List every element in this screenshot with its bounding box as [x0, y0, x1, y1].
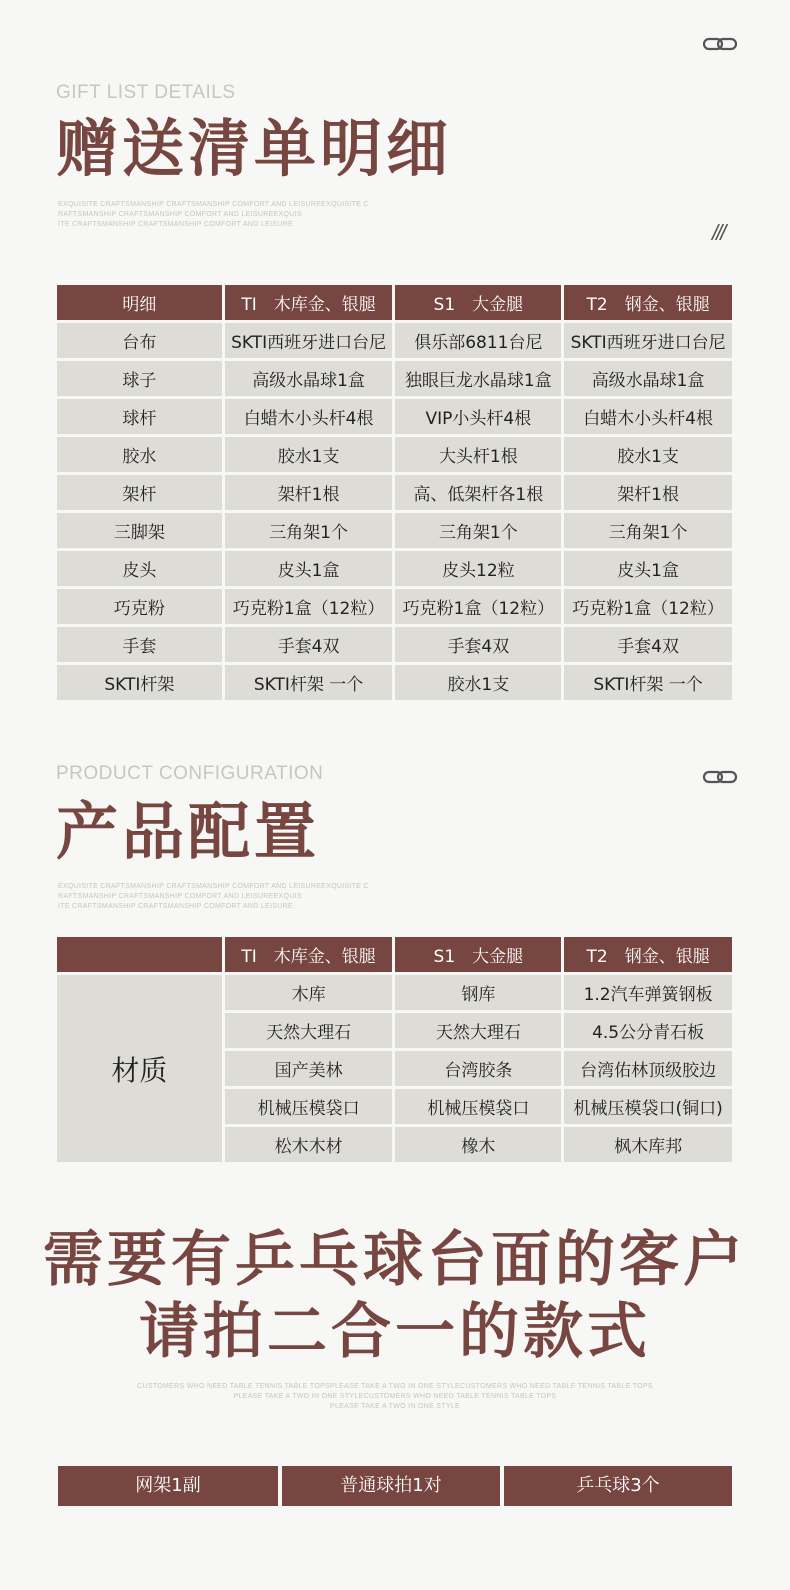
notice-line-2: 请拍二合一的款式	[139, 1297, 651, 1367]
table-cell: 皮头1盒	[564, 551, 732, 586]
table-cell: 高、低架杆各1根	[395, 475, 561, 510]
table-cell: 高级水晶球1盒	[225, 361, 393, 396]
table-cell: 胶水1支	[395, 665, 561, 700]
fine-line: PLEASE TAKE A TWO IN ONE STYLE	[330, 1403, 460, 1410]
table-row	[57, 975, 732, 1010]
table-cell: 胶水1支	[564, 437, 732, 472]
table-cell: 4.5公分青石板	[564, 1013, 732, 1048]
table-cell: 机械压模袋口	[225, 1089, 393, 1124]
decorative-fine-text	[0, 1382, 790, 1412]
section-subtitle-en: GIFT LIST DETAILS	[56, 82, 236, 103]
table-cell: 手套4双	[395, 627, 561, 662]
table-cell: 巧克粉1盒（12粒）	[225, 589, 393, 624]
table-row	[57, 665, 732, 700]
table-header: 明细	[57, 285, 222, 320]
table-cell: 三角架1个	[564, 513, 732, 548]
notice-line-1: 需要有乒乓球台面的客户	[43, 1225, 747, 1295]
table-cell: 巧克粉	[57, 589, 222, 624]
section-subtitle-en: PRODUCT CONFIGURATION	[56, 763, 324, 784]
table-header-row	[57, 937, 732, 972]
table-cell: 台布	[57, 323, 222, 358]
fine-line: ITE CRAFTSMANSHIP CRAFTSMANSHIP COMFORT AND LEISURE	[58, 903, 293, 910]
table-cell: 胶水1支	[225, 437, 393, 472]
link-icon	[702, 36, 738, 52]
table-row	[57, 475, 732, 510]
table-cell: 三角架1个	[225, 513, 393, 548]
table-cell: 天然大理石	[225, 1013, 393, 1048]
row-label: 材质	[57, 975, 222, 1162]
product-config-table	[54, 934, 735, 1165]
table-cell: SKTI西班牙进口台尼	[564, 323, 732, 358]
table-header: T2 钢金、银腿	[564, 285, 732, 320]
table-cell: 俱乐部6811台尼	[395, 323, 561, 358]
table-cell: 皮头12粒	[395, 551, 561, 586]
table-row	[57, 551, 732, 586]
table-cell: 台湾胶条	[395, 1051, 561, 1086]
table-cell: 架杆1根	[564, 475, 732, 510]
table-cell: 白蜡木小头杆4根	[225, 399, 393, 434]
table-cell: 三脚架	[57, 513, 222, 548]
table-header: S1 大金腿	[395, 285, 561, 320]
section-title: 赠送清单明细	[56, 112, 453, 185]
table-cell: 1.2汽车弹簧钢板	[564, 975, 732, 1010]
table-cell: 巧克粉1盒（12粒）	[395, 589, 561, 624]
table-cell: 松木木材	[225, 1127, 393, 1162]
table-cell: 手套4双	[225, 627, 393, 662]
table-cell: 枫木库邦	[564, 1127, 732, 1162]
table-cell: 台湾佑林顶级胶边	[564, 1051, 732, 1086]
table-header: T2 钢金、银腿	[564, 937, 732, 972]
fine-line: EXQUISITE CRAFTSMANSHIP CRAFTSMANSHIP COMFORT AND LEISUREEXQUISITE C	[58, 201, 369, 208]
table-row	[57, 589, 732, 624]
table-cell: SKTI西班牙进口台尼	[225, 323, 393, 358]
fine-line: RAFTSMANSHIP CRAFTSMANSHIP COMFORT AND LEISUREEXQUIS	[58, 893, 302, 900]
table-cell: SKTI杆架 一个	[564, 665, 732, 700]
table-cell: 架杆1根	[225, 475, 393, 510]
table-header: TI 木库金、银腿	[225, 285, 393, 320]
fine-line: ITE CRAFTSMANSHIP CRAFTSMANSHIP COMFORT AND LEISURE	[58, 221, 293, 228]
table-cell: 手套	[57, 627, 222, 662]
table-header: TI 木库金、银腿	[225, 937, 393, 972]
table-cell: 大头杆1根	[395, 437, 561, 472]
table-cell: 巧克粉1盒（12粒）	[564, 589, 732, 624]
table-header: S1 大金腿	[395, 937, 561, 972]
table-cell: 皮头	[57, 551, 222, 586]
table-cell: 皮头1盒	[225, 551, 393, 586]
table-cell: SKTI杆架 一个	[225, 665, 393, 700]
table-cell: 独眼巨龙水晶球1盒	[395, 361, 561, 396]
table-row	[57, 399, 732, 434]
table-cell: VIP小头杆4根	[395, 399, 561, 434]
accessory-balls: 乒乓球3个	[504, 1466, 732, 1506]
table-cell: 橡木	[395, 1127, 561, 1162]
table-cell: 球子	[57, 361, 222, 396]
section-title: 产品配置	[56, 795, 321, 868]
table-cell: 木库	[225, 975, 393, 1010]
decorative-fine-text	[58, 200, 369, 230]
table-row	[57, 627, 732, 662]
table-cell: 天然大理石	[395, 1013, 561, 1048]
table-cell: 国产美林	[225, 1051, 393, 1086]
link-icon	[702, 769, 738, 785]
fine-line: EXQUISITE CRAFTSMANSHIP CRAFTSMANSHIP COMFORT AND LEISUREEXQUISITE C	[58, 883, 369, 890]
fine-line: CUSTOMERS WHO NEED TABLE TENNIS TABLE TOPSPLEASE TAKE A TWO IN ONE STYLECUSTOMERS WHO NEED TABLE TENNIS TABLE TOPS	[137, 1383, 653, 1390]
table-header	[57, 937, 222, 972]
fine-line: PLEASE TAKE A TWO IN ONE STYLECUSTOMERS WHO NEED TABLE TENNIS TABLE TOPS	[233, 1393, 557, 1400]
decorative-fine-text	[58, 882, 369, 912]
table-row	[57, 437, 732, 472]
table-row	[57, 513, 732, 548]
fine-line: RAFTSMANSHIP CRAFTSMANSHIP COMFORT AND LEISUREEXQUIS	[58, 211, 302, 218]
table-cell: 白蜡木小头杆4根	[564, 399, 732, 434]
table-cell: 架杆	[57, 475, 222, 510]
table-cell: 机械压模袋口(铜口)	[564, 1089, 732, 1124]
table-cell: 三角架1个	[395, 513, 561, 548]
table-cell: 钢库	[395, 975, 561, 1010]
accessory-paddles: 普通球拍1对	[282, 1466, 500, 1506]
table-cell: 机械压模袋口	[395, 1089, 561, 1124]
table-row	[57, 323, 732, 358]
table-row	[57, 361, 732, 396]
table-cell: 球杆	[57, 399, 222, 434]
accessory-net-set: 网架1副	[58, 1466, 278, 1506]
table-cell: 手套4双	[564, 627, 732, 662]
table-cell: 高级水晶球1盒	[564, 361, 732, 396]
table-cell: SKTI杆架	[57, 665, 222, 700]
gift-list-table	[54, 282, 735, 703]
table-header-row	[57, 285, 732, 320]
table-cell: 胶水	[57, 437, 222, 472]
slash-mark: ///	[712, 220, 725, 245]
